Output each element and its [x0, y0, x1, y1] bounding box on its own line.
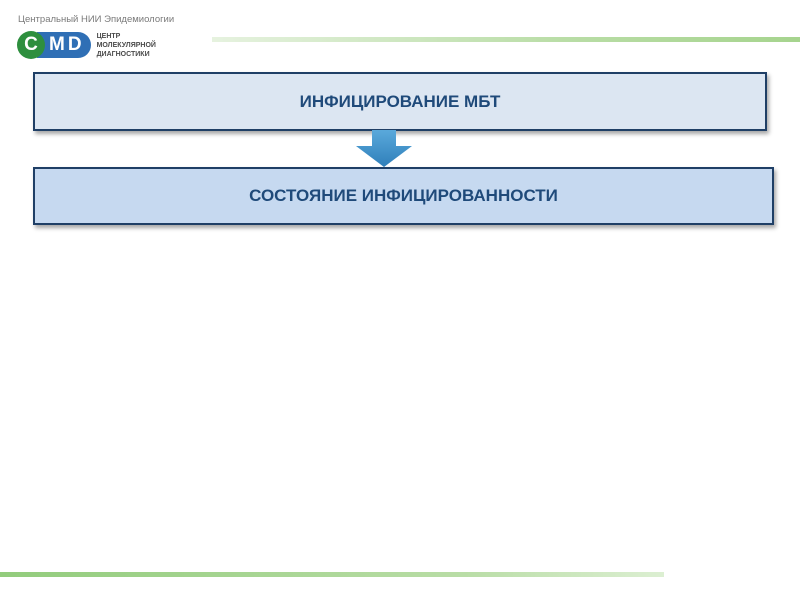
down-arrow-icon [354, 130, 414, 168]
infected-state-box-label: СОСТОЯНИЕ ИНФИЦИРОВАННОСТИ [249, 186, 558, 205]
organization-name: Центральный НИИ Эпидемиологии [18, 14, 175, 25]
logo-caption-line3: ДИАГНОСТИКИ [96, 50, 150, 58]
logo-caption [97, 32, 156, 59]
logo-mark [17, 31, 91, 59]
cmd-logo [17, 30, 156, 60]
logo-caption-line2: МОЛЕКУЛЯРНОЙ [96, 41, 156, 49]
top-accent-bar [212, 37, 800, 42]
logo-letters-md: MD [37, 32, 91, 58]
infection-box [33, 72, 767, 131]
infected-state-box [33, 167, 774, 225]
logo-letter-c: C [17, 31, 45, 59]
logo-caption-line1: ЦЕНТР [96, 32, 121, 40]
bottom-accent-bar [0, 572, 664, 577]
infection-box-label: ИНФИЦИРОВАНИЕ МБТ [299, 91, 501, 111]
